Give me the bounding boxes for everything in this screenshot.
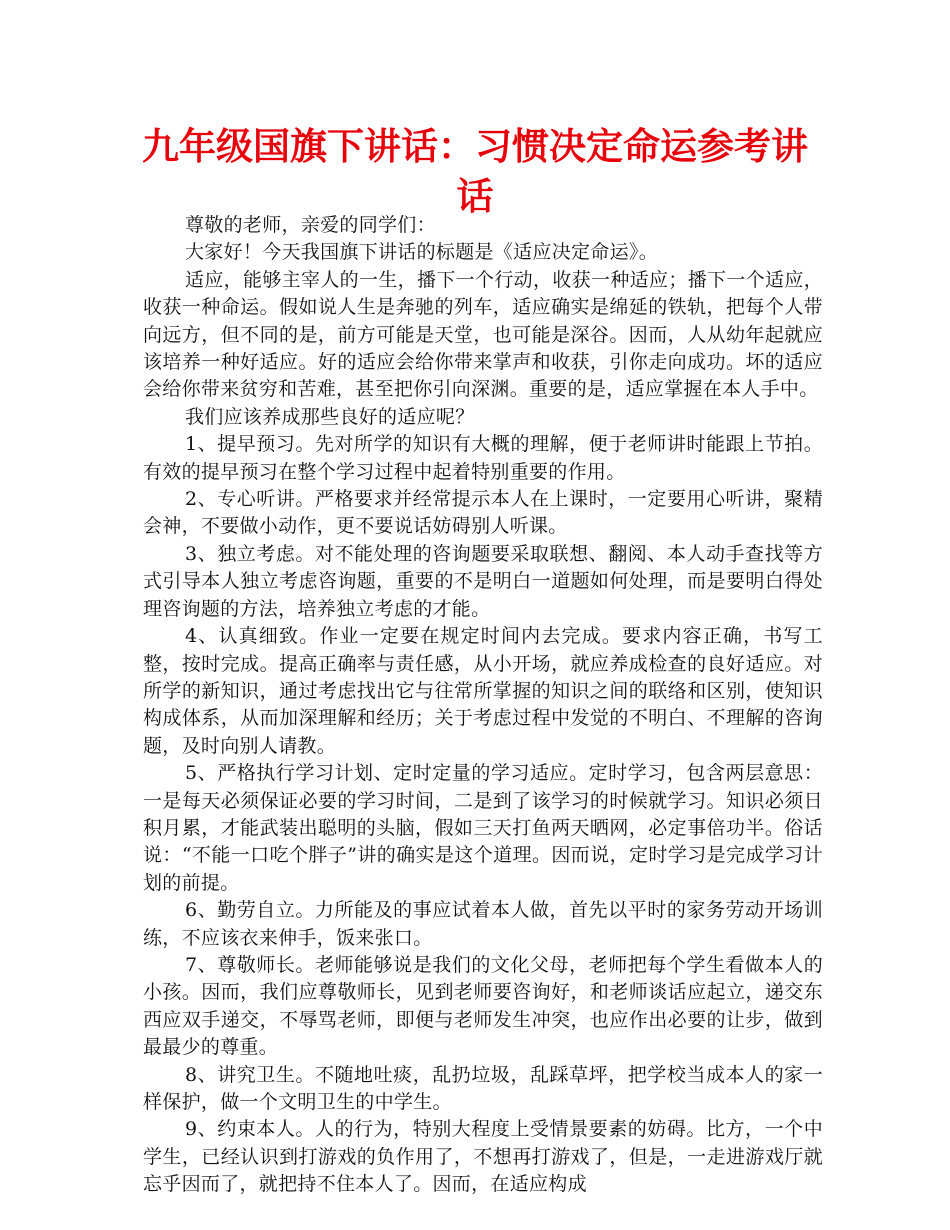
paragraph-intro: 大家好！今天我国旗下讲话的标题是《适应决定命运》。 [185, 241, 659, 264]
paragraph-item-5: 5、严格执行学习计划、定时定量的学习适应。定时学习，包含两层意思：一是每天必须保证必要的学习时间，二是到了该学习的时候就学习。知识必须日积月累，才能武装出聪明的头脑，假如三天打鱼两天晒网，必定事倍功半。俗话说：“不能一口吃个胖子”讲的确实是这个道理。因而说，定时学习是完成学习计划的前提。 [143, 762, 823, 894]
paragraph-item-8: 8、讲究卫生。不随地吐痰，乱扔垃圾，乱踩草坪，把学校当成本人的家一样保护，做一个文明卫生的中学生。 [143, 1063, 823, 1113]
document-body [143, 212, 823, 1199]
paragraph-item-2: 2、专心听讲。严格要求并经常提示本人在上课时，一定要用心听讲，聚精会神，不要做小动作，更不要说话妨碍别人听课。 [143, 488, 823, 538]
paragraph-item-3: 3、独立考虑。对不能处理的咨询题要采取联想、翻阅、本人动手查找等方式引导本人独立考虑咨询题，重要的不是明白一道题如何处理，而是要明白得处理咨询题的方法，培养独立考虑的才能。 [143, 542, 823, 620]
paragraph-item-9: 9、约束本人。人的行为，特别大程度上受情景要素的妨碍。比方，一个中学生，已经认识到打游戏的负作用了，不想再打游戏了，但是，一走进游戏厅就忘乎因而了，就把持不住本人了。因而，在适应构成 [143, 1118, 823, 1196]
paragraph-item-1: 1、提早预习。先对所学的知识有大概的理解，便于老师讲时能跟上节拍。有效的提早预习在整个学习过程中起着特别重要的作用。 [143, 433, 823, 483]
paragraph-question: 我们应该养成那些良好的适应呢？ [185, 405, 475, 428]
paragraph-item-6: 6、勤劳自立。力所能及的事应试着本人做，首先以平时的家务劳动开场训练，不应该衣来伸手，饭来张口。 [143, 899, 823, 949]
paragraph-item-4: 4、认真细致。作业一定要在规定时间内去完成。要求内容正确，书写工整，按时完成。提高正确率与责任感，从小开场，就应养成检查的良好适应。对所学的新知识，通过考虑找出它与往常所掌握的知识之间的联络和区别，使知识构成体系，从而加深理解和经历；关于考虑过程中发觉的不明白、不理解的咨询题，及时向别人请教。 [143, 625, 823, 757]
paragraph-greeting: 尊敬的老师，亲爱的同学们： [185, 214, 436, 236]
paragraph-habit-importance: 适应，能够主宰人的一生，播下一个行动，收获一种适应；播下一个适应，收获一种命运。假如说人生是奔驰的列车，适应确实是绵延的铁轨，把每个人带向远方，但不同的是，前方可能是天堂，也可能是深谷。因而，人从幼年起就应该培养一种好适应。好的适应会给你带来掌声和收获，引你走向成功。坏的适应会给你带来贫穷和苦难，甚至把你引向深渊。重要的是，适应掌握在本人手中。 [143, 268, 823, 401]
document-title: 九年级国旗下讲话：习惯决定命运参考讲话 [142, 125, 808, 218]
paragraph-item-7: 7、尊敬师长。老师能够说是我们的文化父母，老师把每个学生看做本人的小孩。因而，我们应尊敬师长，见到老师要咨询好，和老师谈话应起立，递交东西应双手递交，不辱骂老师，即便与老师发生冲突，也应作出必要的让步，做到最最少的尊重。 [143, 953, 823, 1059]
